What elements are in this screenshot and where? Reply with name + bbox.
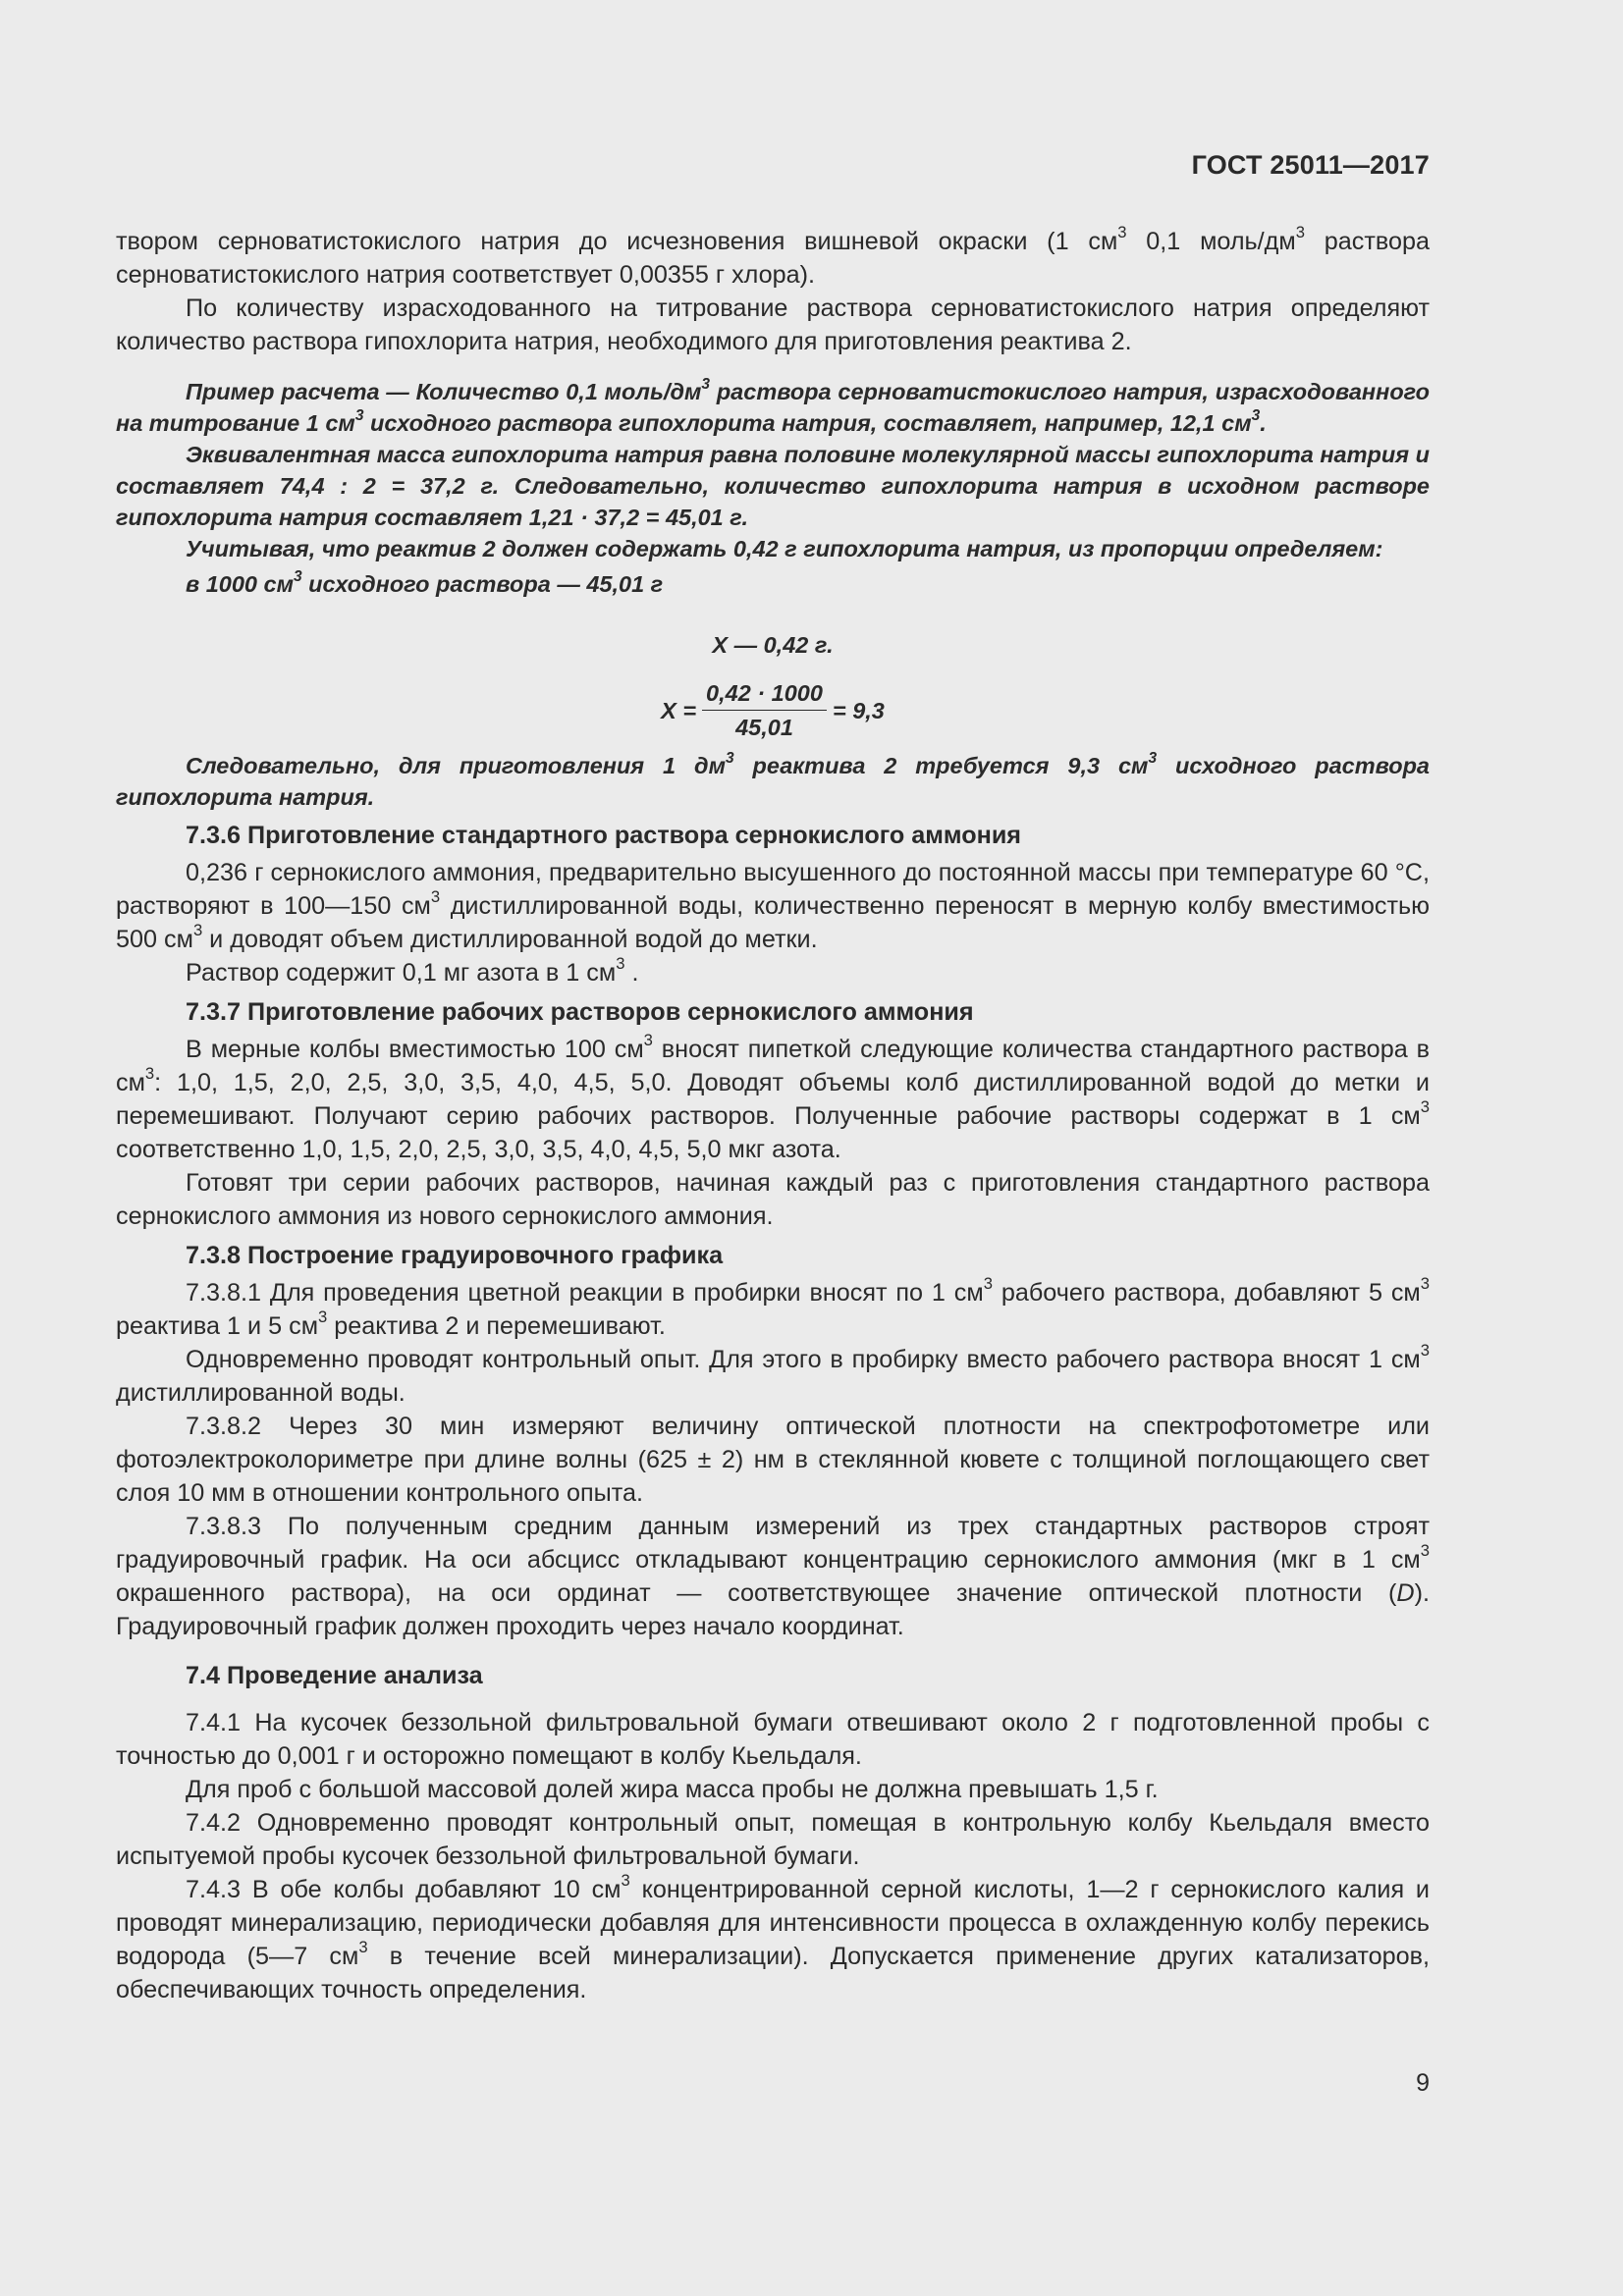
paragraph: Одновременно проводят контрольный опыт. Для этого в пробирку вместо рабочего раствора вносят 1 $см^3$ дистиллированной воды. [116,1341,1430,1407]
paragraph: 7.4.2 Одновременно проводят контрольный опыт, помещая в контрольную колбу Кьельдаля вместо испытуемой пробы кусочек беззольной фильтровальной бумаги. [116,1809,1430,1870]
formula-denominator: 45,01 [735,715,793,740]
paragraph: Готовят три серии рабочих растворов, начиная каждый раз с приготовления стандартного раствора сернокислого аммония из нового сернокислого аммония. [116,1169,1430,1230]
paragraph: 7.4.3 В обе колбы добавляют 10 $см^3$ концентрированной серной кислоты, 1—2 г сернокислого калия и проводят минерализацию, периодически добавляя для интенсивности процесса в охлажденную колбу перекись водорода (5—7 $см^3$ в течение всей минерализации). Допускается применение других катализаторов, обеспечивающих точность определения. [116,1871,1431,2003]
formula-fraction [702,678,827,742]
paragraph: 7.4.1 На кусочек беззольной фильтровальной бумаги отвешивают около 2 г подготовленной пробы с точностью до 0,001 г и осторожно помещают в колбу Кьельдаля. [116,1709,1430,1770]
document-page [116,0,1430,2296]
section-heading: 7.3.8 Построение градуировочного графика [186,1242,724,1269]
paragraph: По количеству израсходованного на титрование раствора серноватистокислого натрия определяют количество раствора гипохлорита натрия, необходимого для приготовления реактива 2. [116,294,1430,355]
formula-numerator: 0,42 · 1000 [702,678,827,711]
formula-lhs: X = [661,697,697,723]
example-paragraph: Следовательно, для приготовления 1 $дм^3$ реактива 2 требуется 9,3 $см^3$ исходного раствора гипохлорита натрия. [116,749,1431,810]
paragraph: 7.3.8.3 По полученным средним данным измерений из трех стандартных растворов строят градуировочный график. На оси абсцисс откладывают концентрацию сернокислого аммония (мкг в 1 $см^3$ окрашенного раствора), на оси ординат — соответствующее значение оптической плотности (D). Градуировочный график должен проходить через начало координат. [116,1513,1430,1640]
paragraph: 0,236 г сернокислого аммония, предварительно высушенного до постоянной массы при температуре 60 °С, растворяют в 100—150 $см^3$ дистиллированной воды, количественно переносят в мерную колбу вместимостью 500 $см^3$ и доводят объем дистиллированной водой до метки. [116,859,1430,953]
paragraph: 7.3.8.1 Для проведения цветной реакции в пробирки вносят по 1 $см^3$ рабочего раствора, добавляют 5 $см^3$ реактива 1 и 5 $см^3$ реактива 2 и перемешивают. [116,1274,1430,1340]
example-paragraph: в 1000 $см^3$ исходного раствора — 45,01 г [186,567,664,597]
example-paragraph: Учитывая, что реактив 2 должен содержать 0,42 г гипохлорита натрия, из пропорции определяем: [186,536,1383,561]
formula [116,678,1430,742]
formula-rhs: = 9,3 [832,697,885,723]
proportion-line: X — 0,42 г. [712,632,834,658]
page-number: 9 [1416,2069,1430,2097]
paragraph: твором серноватистокислого натрия до исчезновения вишневой окраски (1 $см^3$ 0,1 моль/$дм^3$ раствора серноватистокислого натрия соответствует 0,00355 г хлора). [116,223,1430,289]
section-heading: 7.3.7 Приготовление рабочих растворов сернокислого аммония [186,998,974,1026]
paragraph: Раствор содержит 0,1 мг азота в 1 $см^3$ . [186,954,639,987]
section-heading: 7.4 Проведение анализа [186,1662,483,1689]
document-body [116,225,1430,2006]
example-paragraph: Эквивалентная масса гипохлорита натрия равна половине молекулярной массы гипохлорита натрия и составляет 74,4 : 2 = 37,2 г. Следовательно, количество гипохлорита натрия в исходном растворе гипохлорита натрия составляет 1,21 · 37,2 = 45,01 г. [116,442,1430,530]
section-heading: 7.3.6 Приготовление стандартного раствора сернокислого аммония [186,822,1021,849]
document-id-header: ГОСТ 25011—2017 [1191,150,1430,180]
example-paragraph: Пример расчета — Количество 0,1 моль/$дм^3$ раствора серноватистокислого натрия, израсходованного на титрование 1 $см^3$ исходного раствора гипохлорита натрия, составляет, например, 12,1 $см^3$. [116,375,1430,436]
paragraph: В мерные колбы вместимостью 100 $см^3$ вносят пипеткой следующие количества стандартного раствора в $см^3$: 1,0, 1,5, 2,0, 2,5, 3,0, 3,5, 4,0, 4,5, 5,0. Доводят объемы колб дистиллированной водой до метки и перемешивают. Получают серию рабочих растворов. Полученные рабочие растворы содержат в 1 $см^3$ соответственно 1,0, 1,5, 2,0, 2,5, 3,0, 3,5, 4,0, 4,5, 5,0 мкг азота. [116,1031,1430,1163]
paragraph: Для проб с большой массовой долей жира масса пробы не должна превышать 1,5 г. [186,1776,1159,1803]
paragraph: 7.3.8.2 Через 30 мин измеряют величину оптической плотности на спектрофотометре или фотоэлектроколориметре при длине волны (625 ± 2) нм в стеклянной кювете с толщиной поглощающего свет слоя 10 мм в отношении контрольного опыта. [116,1413,1430,1507]
